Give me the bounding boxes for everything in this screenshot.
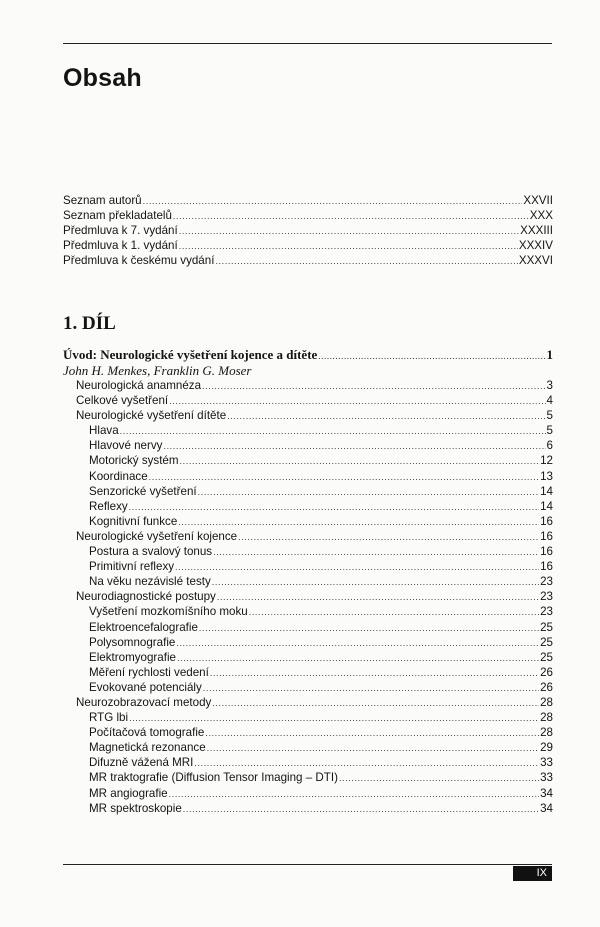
leader-dots <box>149 470 539 485</box>
leader-dots <box>177 651 539 666</box>
toc-entry-page: 16 <box>540 529 553 543</box>
toc-entry[interactable] <box>63 589 553 604</box>
leader-dots <box>178 515 539 530</box>
leader-dots <box>205 726 539 741</box>
toc-entry-page: 28 <box>540 726 553 740</box>
toc-entry[interactable] <box>63 223 553 238</box>
toc-entry-label: Seznam autorů <box>63 194 142 207</box>
leader-dots <box>213 545 539 560</box>
toc-entry-label: Celkové vyšetření <box>76 394 169 408</box>
toc-entry[interactable] <box>63 710 553 725</box>
toc-entry-label: Neurodiagnostické postupy <box>76 590 216 604</box>
leader-dots <box>183 802 539 817</box>
leader-dots <box>212 696 539 711</box>
toc-entry-label: MR traktografie (Diffusion Tensor Imaging – DTI) <box>89 771 338 785</box>
leader-dots <box>176 636 539 651</box>
toc-entry[interactable] <box>63 253 553 268</box>
toc-entry-page: 23 <box>540 605 553 619</box>
toc-entry-page: 28 <box>540 711 553 725</box>
toc-entry[interactable] <box>63 650 553 665</box>
toc-entry[interactable] <box>63 559 553 574</box>
toc-entry[interactable] <box>63 544 553 559</box>
toc-entry[interactable] <box>63 453 553 468</box>
leader-dots <box>179 239 518 254</box>
leader-dots <box>179 224 519 239</box>
leader-dots <box>217 590 539 605</box>
top-rule <box>63 43 552 44</box>
toc-entry-label: Difuzně vážená MRI <box>89 756 194 770</box>
toc-entry[interactable] <box>63 725 553 740</box>
leader-dots <box>169 787 539 802</box>
toc-entry-label: Vyšetření mozkomíšního moku <box>89 605 248 619</box>
toc-entry-page: XXXIV <box>518 239 553 253</box>
toc-entry-page: XXXVI <box>518 254 553 268</box>
front-matter-list <box>63 193 553 268</box>
leader-dots <box>180 454 540 469</box>
page-title: Obsah <box>63 64 142 92</box>
leader-dots <box>129 500 539 515</box>
toc-entry-page: XXX <box>529 209 553 223</box>
toc-entry-page: 16 <box>540 514 553 528</box>
toc-entry[interactable] <box>63 620 553 635</box>
leader-dots <box>129 711 539 726</box>
toc-entry[interactable] <box>63 393 553 408</box>
toc-entry-page: 16 <box>540 545 553 559</box>
toc-entry-page: 25 <box>540 620 553 634</box>
toc-entry[interactable] <box>63 695 553 710</box>
toc-entry-page: 5 <box>546 409 553 423</box>
toc-entry[interactable] <box>63 469 553 484</box>
toc-entry-page: 29 <box>540 741 553 755</box>
toc-entry[interactable] <box>63 193 553 208</box>
toc-entry[interactable] <box>63 484 553 499</box>
leader-dots <box>169 394 545 409</box>
toc-entry-page: 26 <box>540 680 553 694</box>
toc-entry[interactable] <box>63 438 553 453</box>
toc-entry-page: 14 <box>540 484 553 498</box>
leader-dots <box>318 348 545 364</box>
toc-entry-label: Neurozobrazovací metody <box>76 695 212 709</box>
toc-entry[interactable] <box>63 378 553 393</box>
toc-entry[interactable] <box>63 680 553 695</box>
toc-entry-page: 16 <box>540 560 553 574</box>
toc-entry-page: 25 <box>540 635 553 649</box>
leader-dots <box>143 194 523 209</box>
leader-dots <box>175 560 539 575</box>
toc-entry[interactable] <box>63 529 553 544</box>
toc-entry-page: 14 <box>540 499 553 513</box>
chapter-page: 1 <box>546 347 553 362</box>
toc-entry-page: 12 <box>540 454 553 468</box>
leader-dots <box>203 681 539 696</box>
toc-entry[interactable] <box>63 574 553 589</box>
toc-entry-label: Motorický systém <box>89 454 179 468</box>
toc-entry[interactable] <box>63 604 553 619</box>
toc-entry-page: 26 <box>540 665 553 679</box>
leader-dots <box>194 756 539 771</box>
toc-entry-page: 23 <box>540 575 553 589</box>
toc-entry-page: 4 <box>546 394 553 408</box>
chapter-entry[interactable] <box>63 347 553 363</box>
page-number-badge: IX <box>513 866 552 881</box>
toc-entry-page: 33 <box>540 771 553 785</box>
leader-dots <box>212 575 539 590</box>
toc-entry-page: 28 <box>540 695 553 709</box>
toc-entry-label: Předmluva k 1. vydání <box>63 239 178 253</box>
toc-entry[interactable] <box>63 208 553 223</box>
toc-entry[interactable] <box>63 635 553 650</box>
toc-entry-label: Elektroencefalografie <box>89 620 198 634</box>
toc-entry-label: Primitivní reflexy <box>89 560 175 574</box>
toc-entry-label: Na věku nezávislé testy <box>89 575 211 589</box>
toc-entry-label: Magnetická rezonance <box>89 741 206 755</box>
toc-entry-page: 13 <box>540 469 553 483</box>
leader-dots <box>210 666 539 681</box>
toc-entry[interactable] <box>63 499 553 514</box>
leader-dots <box>163 439 545 454</box>
toc-entry[interactable] <box>63 755 553 770</box>
part-title: 1. DÍL <box>63 313 116 334</box>
leader-dots <box>238 530 539 545</box>
toc-entry-label: Neurologická anamnéza <box>76 379 202 392</box>
toc-entry-page: 34 <box>540 786 553 800</box>
leader-dots <box>199 621 539 636</box>
toc-entry-label: Koordinace <box>89 469 148 483</box>
chapter-list <box>63 347 553 816</box>
toc-entry-label: Elektromyografie <box>89 650 176 664</box>
leader-dots <box>173 209 529 224</box>
toc-entry-label: Reflexy <box>89 499 128 513</box>
toc-entry-label: Postura a svalový tonus <box>89 545 213 559</box>
toc-entry-page: 25 <box>540 650 553 664</box>
toc-entry[interactable] <box>63 786 553 801</box>
toc-entry-label: Seznam překladatelů <box>63 209 172 223</box>
toc-entry-page: 33 <box>540 756 553 770</box>
leader-dots <box>215 254 517 269</box>
leader-dots <box>249 605 539 620</box>
leader-dots <box>120 424 546 439</box>
toc-entry-label: Předmluva k českému vydání <box>63 254 215 268</box>
toc-entry-page: 6 <box>546 439 553 453</box>
toc-entry-label: Kognitivní funkce <box>89 514 178 528</box>
toc-entry[interactable] <box>63 801 553 816</box>
chapter-authors: John H. Menkes, Franklin G. Moser <box>63 363 252 378</box>
toc-entry[interactable] <box>63 770 553 785</box>
toc-entry-label: Počítačová tomografie <box>89 726 205 740</box>
toc-entry[interactable] <box>63 514 553 529</box>
toc-entry-page: XXVII <box>523 194 553 207</box>
bottom-rule <box>63 864 552 865</box>
toc-entry-page: 34 <box>540 801 553 815</box>
chapter-label: Úvod: Neurologické vyšetření kojence a dítěte <box>63 347 318 362</box>
toc-entry[interactable] <box>63 423 553 438</box>
leader-dots <box>339 771 539 786</box>
toc-entry-page: 3 <box>546 379 553 392</box>
toc-entry-label: Hlavové nervy <box>89 439 163 453</box>
toc-entry-label: Předmluva k 7. vydání <box>63 224 178 238</box>
toc-entry-label: Senzorické vyšetření <box>89 484 197 498</box>
toc-entry-page: 5 <box>546 424 553 438</box>
toc-entry-label: MR angiografie <box>89 786 168 800</box>
toc-entry-label: Měření rychlosti vedení <box>89 665 209 679</box>
toc-entry-label: Hlava <box>89 424 119 438</box>
toc-entry-label: Neurologické vyšetření dítěte <box>76 409 227 423</box>
toc-entry-page: 23 <box>540 590 553 604</box>
toc-entry[interactable] <box>63 238 553 253</box>
leader-dots <box>227 409 545 424</box>
toc-entry-label: Neurologické vyšetření kojence <box>76 529 238 543</box>
toc-entry[interactable] <box>63 740 553 755</box>
leader-dots <box>207 741 539 756</box>
toc-entry[interactable] <box>63 665 553 680</box>
toc-entry-page: XXXIII <box>520 224 553 238</box>
toc-entry-label: Polysomnografie <box>89 635 176 649</box>
toc-entry[interactable] <box>63 408 553 423</box>
leader-dots <box>198 485 539 500</box>
toc-entry-label: Evokované potenciály <box>89 680 202 694</box>
leader-dots <box>202 379 546 394</box>
toc-entry-label: RTG lbi <box>89 711 129 725</box>
toc-entry-label: MR spektroskopie <box>89 801 182 815</box>
